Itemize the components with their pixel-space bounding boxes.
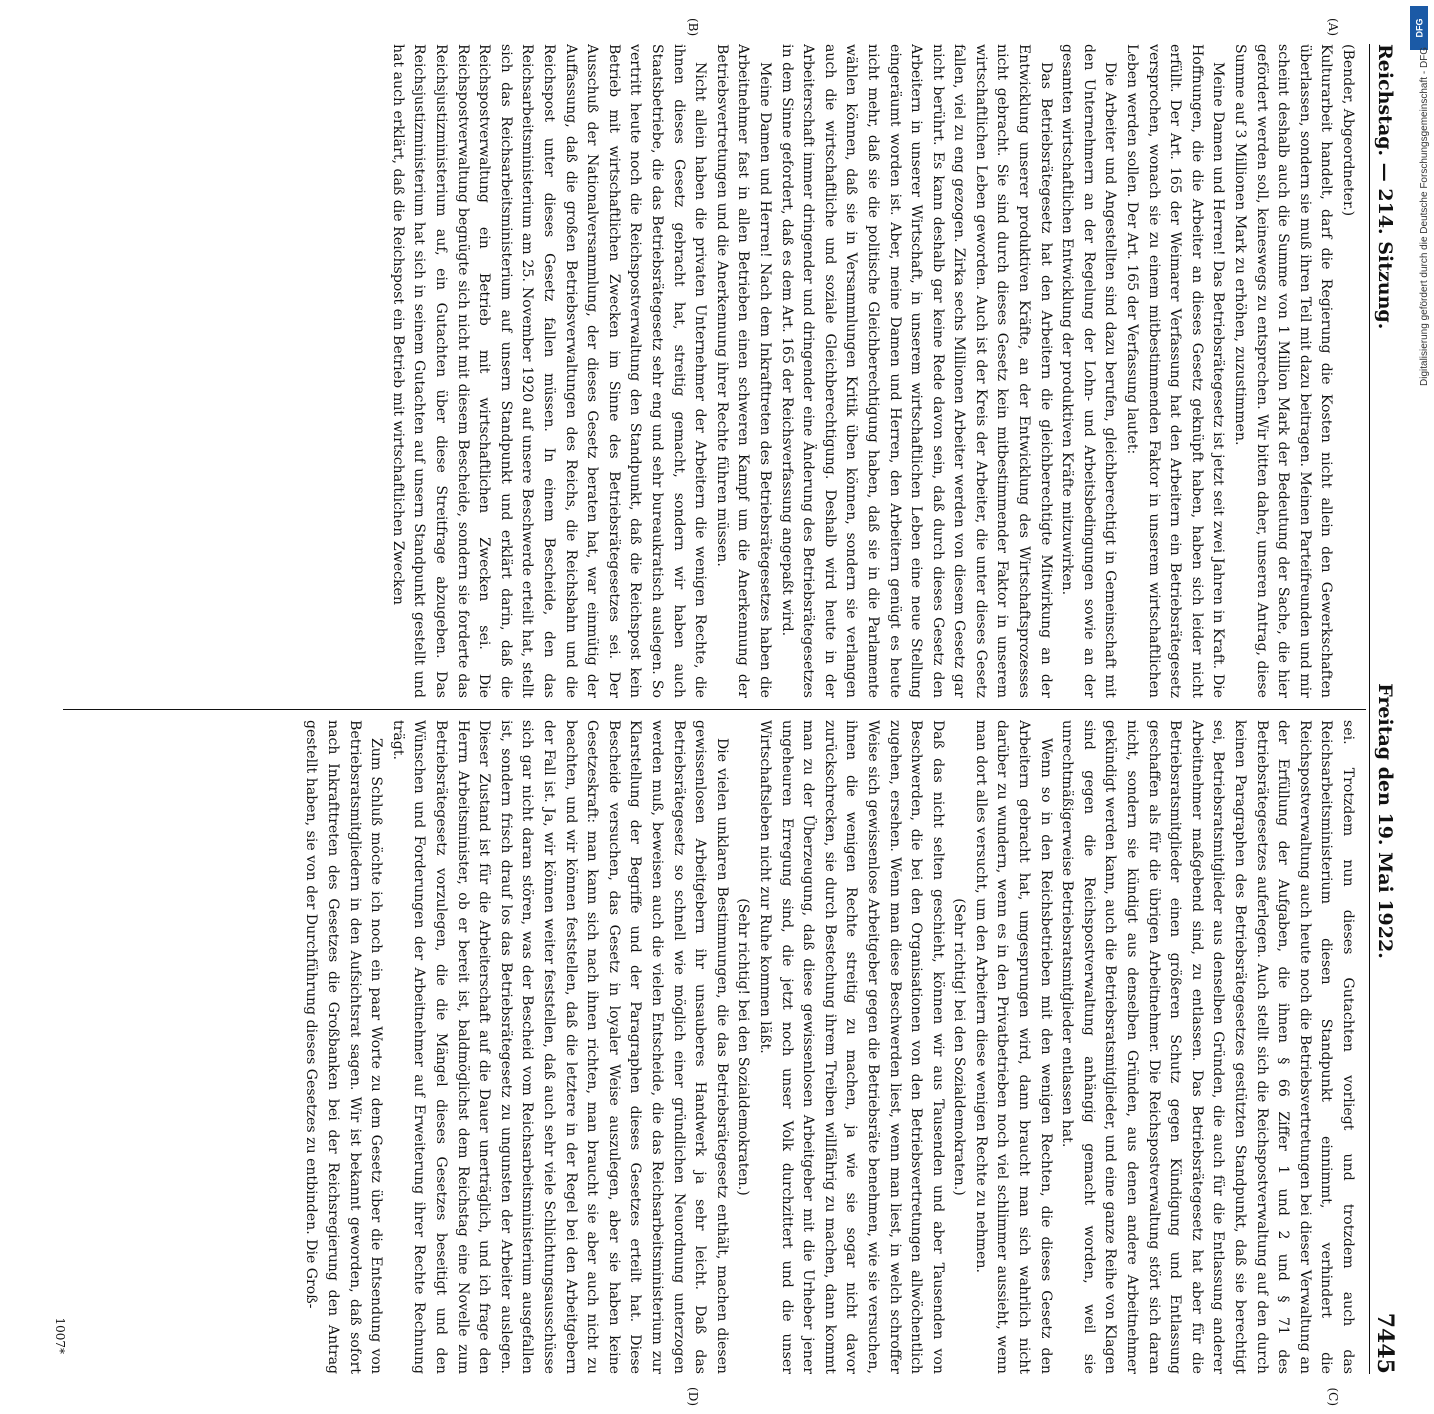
page-header bbox=[1369, 44, 1400, 1374]
dfg-logo: DFG bbox=[1410, 6, 1428, 50]
paragraph: Meine Damen und Herren! Das Betriebsrätegesetz ist jetzt seit zwei Jahren in Kraft. Die Hoffnungen, die die Arbeiter an dieses Gesetz geknüpft haben, haben sich leider nicht erfüllt. Der Art. 165 der Weimarer Verfassung hat den Arbeitern ein Betriebsrätegesetz versprochen, wonach sie zu einem mitbestimmenden Faktor in unserem wirtschaftlichen Leben werden sollen. Der Art. 165 der Verfassung lautet: bbox=[1124, 44, 1227, 698]
margin-marker-d: (D) bbox=[686, 1387, 700, 1406]
paragraph: Wenn so in den Reichsbetrieben mit den wenigen Rechten, die dieses Gesetz den Arbeitern gebracht hat, umgesprungen wird, dann braucht man sich wahrlich nicht darüber zu wundern, wenn es in den Privatbetrieben noch viel schlimmer aussieht, wenn man dort alles versucht, um den Arbeitern diese wenigen Rechte zu nehmen. bbox=[972, 720, 1054, 1374]
margin-marker-a: (A) bbox=[1326, 18, 1340, 37]
document-page bbox=[55, 4, 1400, 1414]
quoted-paragraph: Die Arbeiter und Angestellten sind dazu berufen, gleichberechtigt in Gemeinschaft mit den Unternehmern an der Regelung der Lohn- und Arbeitsbedingungen sowie an der gesamten wirtschaftlichen Entwicklung der produktiven Kräfte mitzuwirken. bbox=[1059, 44, 1119, 698]
paragraph: Meine Damen und Herren! Nach dem Inkrafttreten des Betriebsrätegesetzes haben die Arbeitnehmer fast in allen Betrieben einen schweren Kampf um die Anerkennung der Betriebsvertretungen und die Anerkennung ihrer Rechte führen müssen. bbox=[713, 44, 773, 698]
digitization-text: Digitalisierung gefördert durch die Deutsche Forschungsgemeinschaft - DFG bbox=[1419, 46, 1430, 386]
left-column bbox=[69, 44, 1358, 698]
session-title: Reichstag. — 214. Sitzung. bbox=[1374, 44, 1396, 330]
paragraph: Die vielen unklaren Bestimmungen, die das Betriebsrätegesetz enthält, machen diesen gewissenlosen Arbeitgebern ihr unsauberes Handwerk ja sehr leicht. Daß das Betriebsrätegesetz so schnell wie möglich einer gründlichen Neuordnung unterzogen werden muß, beweisen auch die vielen Entscheide, die das Reichsarbeitsministerium zur Klarstellung der Begriffe und der Paragraphen dieses Gesetzes erteilt hat. Diese Bescheide versuchen, das Gesetz in loyaler Weise auszulegen, aber sie haben keine Gesetzeskraft: man kann sich nach ihnen richten, man braucht sie aber auch nicht zu beachten, und wir können feststellen, daß die letztere in der Regel bei den Arbeitgebern der Fall ist. Ja, wir können weiter feststellen, daß auch sehr viele Schlichtungsausschüsse sich gar nicht daran stören, was der Bescheid vom Reichsarbeitsministerium ausgefallen ist, sondern frisch drauf los das Betriebsrätegesetz zu ungunsten der Arbeiter auslegen. Dieser Zustand ist für die Arbeiterschaft auf die Dauer unerträglich, und ich frage den Herrn Arbeitsminister, ob er bereit ist, baldmöglichst dem Reichstag eine Novelle zum Betriebsrätegesetz vorzulegen, die die Mängel dieses Gesetzes beseitigt und den Wünschen und Forderungen der Arbeitnehmer auf Erweiterung ihrer Rechte Rechnung trägt. bbox=[389, 720, 730, 1374]
paragraph: sei. Trotzdem nun dieses Gutachten vorliegt und trotzdem auch das Reichsarbeitsministerium diesen Standpunkt einnimmt, verhindert die Reichspostverwaltung auch heute noch die Betriebsvertretungen bei dieser Verwaltung an der Erfüllung der Aufgaben, die ihnen § 66 Ziffer 1 und 2 und § 71 des Betriebsrätegesetzes auferlegen. Auch stellt sich die Reichspostverwaltung auf den durch keinen Paragraphen des Betriebsrätegesetzes gestützten Standpunkt, daß sie berechtigt sei, Betriebsratsmitglieder aus denselben Gründen, die auch für die Entlassung anderer Arbeitnehmer maßgebend sind, zu entlassen. Das Betriebsrätegesetz hat aber für die Betriebsratsmitglieder einen größeren Schutz gegen Kündigung und Entlassung geschaffen als für die übrigen Arbeitnehmer. Die Reichspostverwaltung stört sich daran nicht, sondern sie kündigt aus denselben Gründen, aus denen andere Arbeitnehmer gekündigt werden kann, auch die Betriebsratsmitglieder, und eine ganze Reihe von Klagen sind gegen die Reichspostverwaltung anhängig gemacht worden, weil sie unrechtmäßigerweise Betriebsratsmitglieder entlassen hat. bbox=[1059, 720, 1356, 1374]
paragraph: Daß das nicht selten geschieht, können wir aus Tausenden und aber Tausenden von Beschwerden, die bei den Organisationen von den Betriebsvertretungen allwöchentlich zugehen, ersehen. Wenn man diese Beschwerden liest, wenn man liest, in welch schroffer Weise sich gewissenlose Arbeitgeber gegen die Betriebsräte benehmen, wie sie versuchen, ihnen die wenigen Rechte streitig zu machen, ja wie sie sogar nicht davor zurückschrecken, sie durch Bestechung ihrem Treiben willfährig zu machen, dann kommt man zu der Überzeugung, daß diese gewissenlosen Arbeitgeber mit die Urheber jener ungeheuren Erregung sind, die jetzt noch unser Volk durchzittert und die unser Wirtschaftsleben nicht zur Ruhe kommen läßt. bbox=[756, 720, 946, 1374]
paragraph: Zum Schluß möchte ich noch ein paar Worte zu dem Gesetz über die Entsendung von Betriebsratsmitgliedern in den Aufsichtsrat sagen. Wir ist bekannt geworden, daß sofort nach Inkrafttreten des Gesetzes die Großbanken bei der Reichsregierung den Antrag gestellt haben, sie von der Durchführung dieses Gesetzes zu entbinden. Die Groß- bbox=[303, 720, 385, 1374]
digitization-notice bbox=[1406, 6, 1432, 996]
paragraph: Nicht allein haben die privaten Unternehmer der Arbeitern die wenigen Rechte, die ihnen dieses Gesetz gebracht hat, streitig gemacht, sondern wir haben auch Staatsbetriebe, die das Betriebsrätegesetz sehr eng und sehr bureaukratisch auslegen. So vertritt heute noch die Reichspostverwaltung den Standpunkt, daß die Reichspost kein Betrieb mit wirtschaftlichen Zwecken im Sinne des Betriebsrätegesetzes sei. Der Ausschuß der Nationalversammlung, der dieses Gesetz beraten hat, war einmütig der Auffassung, daß die großen Betriebsverwaltungen des Reichs, die Reichsbahn und die Reichspost unter dieses Gesetz fallen müssen. In einem Bescheide, den das Reichsarbeitsministerium am 25. November 1920 auf unsere Beschwerde erteilt hat, stellt sich das Reichsarbeitsministerium auf unsern Standpunkt und erklärt darin, daß die Reichspostverwaltung ein Betrieb mit wirtschaftlichen Zwecken sei. Die Reichspostverwaltung begnügte sich nicht mit diesem Bescheide, sondern sie forderte das Reichsjustizministerium auf, ein Gutachten über diese Streitfrage abzugeben. Das Reichsjustizministerium hat sich in seinem Gutachten auf unsern Standpunkt gestellt und hat auch erklärt, daß die Reichspost ein Betrieb mit wirtschaftlichen Zwecken bbox=[389, 44, 709, 698]
speaker-label: (Bender, Abgeordneter.) bbox=[1340, 44, 1356, 217]
margin-marker-c: (C) bbox=[1326, 1387, 1340, 1406]
interjection: (Sehr richtig! bei den Sozialdemokraten.) bbox=[735, 898, 752, 1196]
paragraph: Das Betriebsrätegesetz hat den Arbeitern die gleichberechtigte Mitwirkung an der Entwicklung unserer produktiven Kräfte, an der Entwicklung des Wirtschaftsprozesses nicht gebracht. Sie sind durch dieses Gesetz kein mitbestimmender Faktor in unserem wirtschaftlichen Leben geworden. Auch ist der Kreis der Arbeiter, die unter dieses Gesetz fallen, viel zu eng gezogen. Zirka sechs Millionen Arbeiter werden von diesem Gesetz gar nicht berührt. Es kann deshalb gar keine Rede davon sein, daß durch dieses Gesetz den Arbeitern in unserer Wirtschaft, in unserem wirtschaftlichen Leben eine neue Stellung eingeräumt worden ist. Aber, meine Damen und Herren, den Arbeitern genügt es heute nicht mehr, daß sie die politische Gleichberechtigung haben, daß sie in die Parlamente wählen können, daß sie in Versammlungen Kritik üben können, sondern sie verlangen auch die wirtschaftliche und soziale Gleichberechtigung. Deshalb wird heute in der Arbeiterschaft immer dringender und dringender eine Änderung des Betriebsrätegesetzes in dem Sinne gefordert, daß es dem Art. 165 der Reichsverfassung angepaßt wird. bbox=[778, 44, 1054, 698]
page-number: 7445 bbox=[1372, 1312, 1398, 1374]
text-columns bbox=[69, 44, 1358, 1374]
right-column bbox=[69, 720, 1358, 1374]
session-date: Freitag den 19. Mai 1922. bbox=[1374, 683, 1396, 959]
margin-marker-b: (B) bbox=[686, 18, 700, 37]
print-sheet-number: 1007* bbox=[53, 1317, 67, 1354]
interjection: (Sehr richtig! bei den Sozialdemokraten.) bbox=[951, 898, 968, 1196]
paragraph: Kulturarbeit handelt, darf die Regierung die Kosten nicht allein den Gewerkschaften überlassen, sondern sie muß ihren Teil mit dazu beitragen. Meinen Parteifreunden und mir scheint deshalb auch die Summe von 1 Million Mark der Bedeutung der Sache, die hier gefördert werden soll, keineswegs zu entsprechen. Wir bitten daher, unseren Antrag, diese Summe auf 3 Millionen Mark zu erhöhen, zuzustimmen. bbox=[1232, 44, 1335, 698]
